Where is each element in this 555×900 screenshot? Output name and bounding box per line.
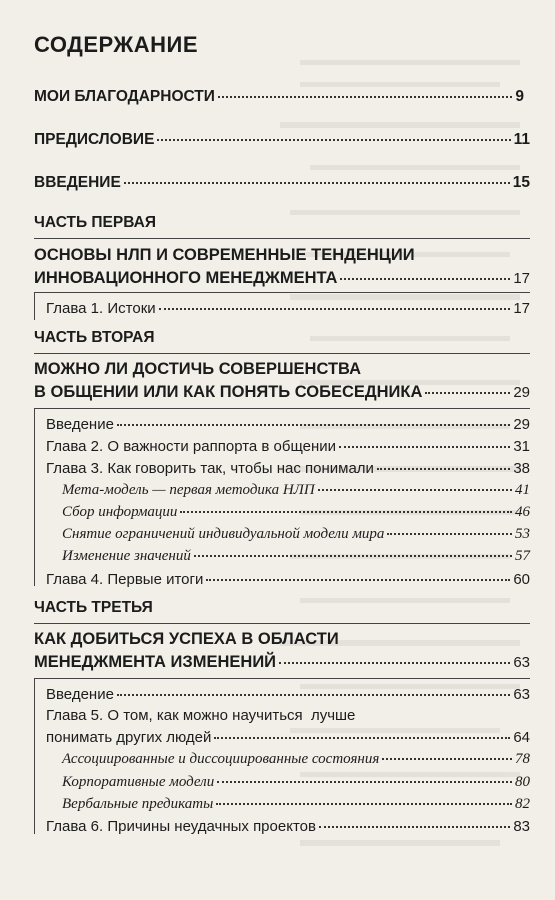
- dot-leader: [117, 694, 510, 696]
- entry-label: Введение: [46, 686, 114, 703]
- toc-entry[interactable]: [46, 571, 530, 588]
- entry-label: Корпоративные модели: [62, 774, 215, 790]
- entry-page: 11: [513, 131, 530, 148]
- divider: [34, 238, 530, 239]
- dot-leader: [425, 392, 510, 394]
- entry-page: 57: [515, 548, 530, 564]
- toc-entry-intro[interactable]: [34, 174, 530, 192]
- dot-leader: [194, 555, 512, 557]
- dot-leader: [279, 662, 510, 664]
- divider: [34, 678, 530, 679]
- toc-subentry[interactable]: [62, 482, 530, 499]
- bracket-line: [34, 292, 35, 320]
- dot-leader: [124, 182, 510, 184]
- divider: [34, 292, 530, 293]
- toc-subentry[interactable]: [62, 796, 530, 813]
- dot-leader: [217, 781, 512, 783]
- dot-leader: [340, 278, 510, 280]
- entry-page: 63: [513, 654, 530, 671]
- page-title: СОДЕРЖАНИЕ: [34, 32, 199, 57]
- toc-entry-thanks[interactable]: [34, 88, 524, 106]
- entry-label: Глава 3. Как говорить так, чтобы нас понимали: [46, 460, 374, 477]
- entry-page: 83: [513, 818, 530, 835]
- entry-page: 64: [513, 729, 530, 746]
- entry-page: 63: [513, 686, 530, 703]
- entry-label: Глава 6. Причины неудачных проектов: [46, 818, 316, 835]
- toc-subentry[interactable]: [62, 526, 530, 543]
- part-title-line: МЕНЕДЖМЕНТА ИЗМЕНЕНИЙ: [34, 653, 277, 671]
- entry-label: Снятие ограничений индивидуальной модели мира: [62, 526, 385, 542]
- entry-page: 80: [515, 774, 530, 790]
- part-title-line: ОСНОВЫ НЛП И СОВРЕМЕННЫЕ ТЕНДЕНЦИИ: [34, 246, 415, 264]
- entry-label[interactable]: Глава 5. О том, как можно научиться лучше: [46, 707, 356, 724]
- dot-leader: [180, 511, 512, 513]
- entry-page: 46: [515, 504, 530, 520]
- entry-label: Вербальные предикаты: [62, 796, 214, 812]
- dot-leader: [159, 308, 511, 310]
- dot-leader: [117, 424, 510, 426]
- entry-page: 9: [515, 88, 524, 105]
- entry-label: МОИ БЛАГОДАРНОСТИ: [34, 88, 215, 105]
- entry-page: 17: [513, 270, 530, 287]
- dot-leader: [382, 758, 512, 760]
- dot-leader: [218, 96, 512, 98]
- entry-label: Глава 4. Первые итоги: [46, 571, 204, 588]
- part-heading: ЧАСТЬ ПЕРВАЯ: [34, 214, 156, 231]
- part-title-line: ИННОВАЦИОННОГО МЕНЕДЖМЕНТА: [34, 269, 338, 287]
- part-title-line: В ОБЩЕНИИ ИЛИ КАК ПОНЯТЬ СОБЕСЕДНИКА: [34, 383, 423, 401]
- entry-page: 38: [513, 460, 530, 477]
- toc-subentry[interactable]: [62, 548, 530, 565]
- divider: [34, 623, 530, 624]
- part-title-line: МОЖНО ЛИ ДОСТИЧЬ СОВЕРШЕНСТВА: [34, 360, 362, 378]
- dot-leader: [157, 139, 510, 141]
- bracket-line: [34, 678, 35, 834]
- entry-page: 17: [513, 300, 530, 317]
- part-heading: ЧАСТЬ ТРЕТЬЯ: [34, 599, 153, 616]
- entry-page: 60: [513, 571, 530, 588]
- entry-label: Введение: [46, 416, 114, 433]
- dot-leader: [318, 489, 512, 491]
- toc-entry-part2-title[interactable]: [34, 381, 530, 404]
- part-title-line: КАК ДОБИТЬСЯ УСПЕХА В ОБЛАСТИ: [34, 630, 339, 648]
- dot-leader: [377, 468, 510, 470]
- toc-entry-part1-title[interactable]: [34, 267, 530, 290]
- entry-label: Ассоциированные и диссоциированные состояния: [62, 751, 380, 767]
- entry-label: ВВЕДЕНИЕ: [34, 174, 121, 191]
- entry-page: 29: [513, 416, 530, 433]
- entry-page: 78: [515, 751, 530, 767]
- toc-entry-chapter-1[interactable]: [46, 300, 530, 317]
- toc-subentry[interactable]: [62, 774, 530, 791]
- toc-entry-preface[interactable]: [34, 131, 530, 149]
- dot-leader: [319, 826, 510, 828]
- dot-leader: [214, 737, 510, 739]
- toc-entry[interactable]: [46, 438, 530, 455]
- entry-page: 82: [515, 796, 530, 812]
- entry-label: ПРЕДИСЛОВИЕ: [34, 131, 155, 148]
- dot-leader: [339, 446, 510, 448]
- entry-label: Глава 2. О важности раппорта в общении: [46, 438, 337, 455]
- divider: [34, 408, 530, 409]
- toc-entry[interactable]: [46, 416, 530, 433]
- entry-label: понимать других людей: [46, 729, 212, 746]
- entry-label: Глава 1. Истоки: [46, 300, 156, 317]
- dot-leader: [216, 803, 512, 805]
- toc-subentry[interactable]: [62, 504, 530, 521]
- toc-entry[interactable]: [46, 686, 530, 703]
- toc-entry[interactable]: [46, 729, 530, 746]
- entry-page: 15: [512, 174, 530, 191]
- entry-page: 29: [513, 384, 530, 401]
- toc-entry-part3-title[interactable]: [34, 651, 530, 674]
- bracket-line: [34, 408, 35, 586]
- part-heading: ЧАСТЬ ВТОРАЯ: [34, 329, 155, 346]
- entry-page: 41: [515, 482, 530, 498]
- divider: [34, 353, 530, 354]
- toc-entry[interactable]: [46, 818, 530, 835]
- entry-label: Мета-модель — первая методика НЛП: [62, 482, 315, 498]
- toc-entry[interactable]: [46, 460, 530, 477]
- entry-label: Сбор информации: [62, 504, 178, 520]
- entry-page: 53: [515, 526, 530, 542]
- toc-subentry[interactable]: [62, 751, 530, 768]
- dot-leader: [206, 579, 510, 581]
- dot-leader: [387, 533, 512, 535]
- entry-label: Изменение значений: [62, 548, 191, 564]
- entry-page: 31: [513, 438, 530, 455]
